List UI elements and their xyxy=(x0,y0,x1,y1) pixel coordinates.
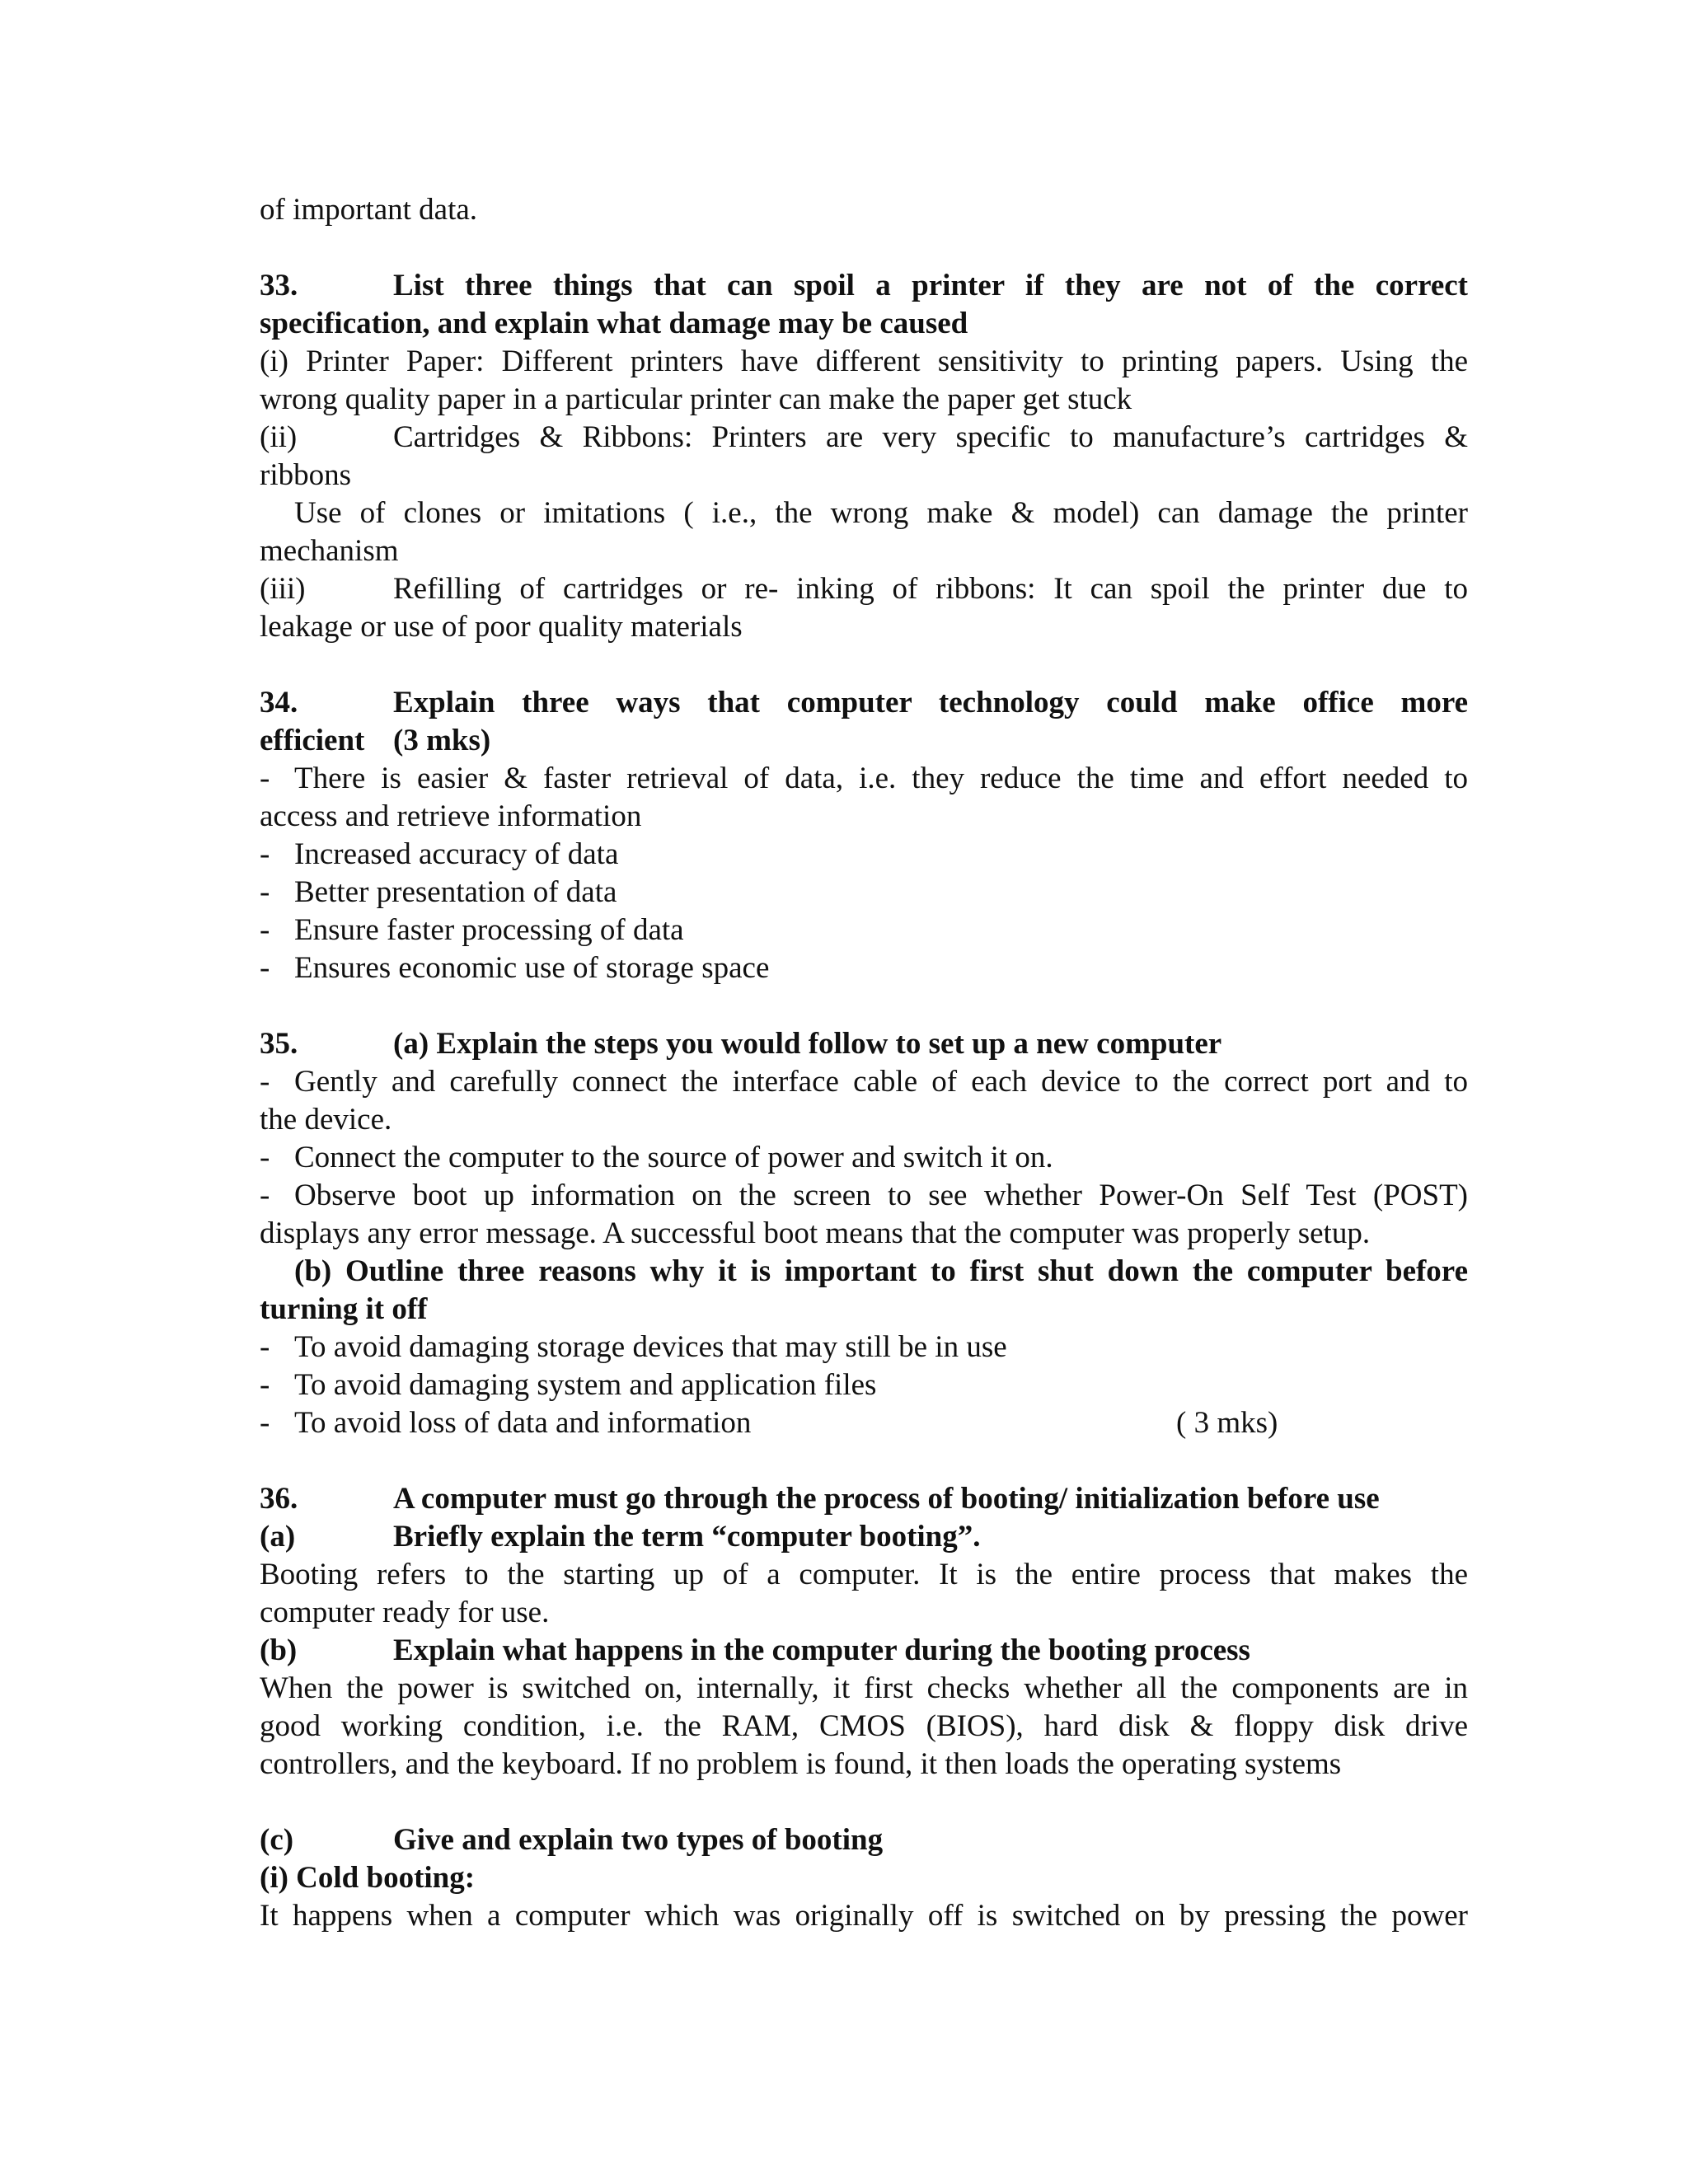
answer-text: Cartridges & Ribbons: Printers are very specific to manufacture’s cartridges & xyxy=(393,420,1468,454)
question-35b-heading: (b) Outline three reasons why it is important to first shut down the computer before xyxy=(294,1254,1468,1288)
answer-line: leakage or use of poor quality materials xyxy=(260,610,743,644)
answer-text: Gently and carefully connect the interface cable of each device to the correct port and to xyxy=(294,1065,1468,1099)
item-number: (c) xyxy=(260,1823,294,1857)
item-number: (iii) xyxy=(260,572,306,606)
list-item xyxy=(260,1329,1468,1366)
answer-line: controllers, and the keyboard. If no problem is found, it then loads the operating systems xyxy=(260,1747,1342,1781)
answer-text: Increased accuracy of data xyxy=(294,837,619,871)
question-36a-heading xyxy=(260,1518,1468,1556)
question-title: Explain what happens in the computer during the booting process xyxy=(393,1633,1250,1667)
answer-line: access and retrieve information xyxy=(260,799,642,833)
question-title: Give and explain two types of booting xyxy=(393,1823,884,1857)
list-item xyxy=(260,1139,1468,1177)
question-title: List three things that can spoil a printer if they are not of the correct xyxy=(393,269,1468,302)
list-item xyxy=(260,1404,1468,1442)
answer-line xyxy=(260,570,1468,608)
list-item xyxy=(260,836,1468,874)
paragraph-gap xyxy=(260,229,1468,267)
question-number: 33. xyxy=(260,269,298,302)
answer-text: To avoid damaging storage devices that may still be in use xyxy=(294,1330,1007,1364)
question-title-cont: turning it off xyxy=(260,1292,428,1326)
bullet-dash: - xyxy=(260,951,270,985)
answer-line: computer ready for use. xyxy=(260,1596,550,1629)
marks-label: (3 mks) xyxy=(393,724,491,757)
bullet-dash: - xyxy=(260,837,270,871)
item-number: (b) xyxy=(260,1633,298,1667)
answer-line: It happens when a computer which was originally off is switched on by pressing the power xyxy=(260,1899,1468,1933)
list-item xyxy=(260,912,1468,949)
bullet-dash: - xyxy=(260,913,270,947)
question-title-cont: specification, and explain what damage may be caused xyxy=(260,307,968,340)
question-36-heading xyxy=(260,1480,1468,1518)
item-number: (ii) xyxy=(260,420,298,454)
text-line: of important data. xyxy=(260,193,478,227)
question-number: 34. xyxy=(260,686,298,719)
bullet-dash: - xyxy=(260,1141,270,1174)
bullet-dash: - xyxy=(260,875,270,909)
question-35-heading xyxy=(260,1025,1468,1063)
question-title: A computer must go through the process of booting/ initialization before use xyxy=(393,1482,1380,1516)
list-item xyxy=(260,1366,1468,1404)
answer-text: Ensures economic use of storage space xyxy=(294,951,770,985)
bullet-dash: - xyxy=(260,1406,270,1440)
paragraph-gap xyxy=(260,1783,1468,1821)
answer-text: To avoid damaging system and application files xyxy=(294,1368,877,1402)
document-page xyxy=(260,191,1468,1935)
answer-line: ribbons xyxy=(260,458,351,492)
question-title: efficient xyxy=(260,724,365,757)
bullet-dash: - xyxy=(260,1330,270,1364)
answer-text: Observe boot up information on the screen to see whether Power-On Self Test (POST) xyxy=(294,1179,1468,1212)
paragraph-gap xyxy=(260,1442,1468,1480)
bullet-dash: - xyxy=(260,1065,270,1099)
answer-line: Use of clones or imitations ( i.e., the wrong make & model) can damage the printer xyxy=(294,496,1468,530)
answer-line: (i) Printer Paper: Different printers have different sensitivity to printing papers. Using the xyxy=(260,344,1468,378)
answer-text: To avoid loss of data and information xyxy=(294,1406,752,1440)
answer-line: wrong quality paper in a particular printer can make the paper get stuck xyxy=(260,382,1132,416)
answer-text: Ensure faster processing of data xyxy=(294,913,684,947)
list-item xyxy=(260,874,1468,912)
bullet-dash: - xyxy=(260,1179,270,1212)
question-number: 35. xyxy=(260,1027,298,1061)
paragraph-gap xyxy=(260,646,1468,684)
answer-line: good working condition, i.e. the RAM, CMOS (BIOS), hard disk & floppy disk drive xyxy=(260,1709,1468,1743)
answer-line: displays any error message. A successful boot means that the computer was properly setup. xyxy=(260,1216,1371,1250)
question-34-heading xyxy=(260,684,1468,722)
answer-line xyxy=(260,419,1468,457)
answer-text: Connect the computer to the source of power and switch it on. xyxy=(294,1141,1053,1174)
answer-line: Booting refers to the starting up of a computer. It is the entire process that makes the xyxy=(260,1558,1468,1591)
question-title: (a) Explain the steps you would follow to set up a new computer xyxy=(393,1027,1222,1061)
answer-line: mechanism xyxy=(260,534,399,568)
subheading: (i) Cold booting: xyxy=(260,1861,476,1895)
question-title: Explain three ways that computer technology could make office more xyxy=(393,686,1468,719)
question-title: Briefly explain the term “computer booting”. xyxy=(393,1520,981,1554)
question-36c-heading xyxy=(260,1821,1468,1859)
marks-label: ( 3 mks) xyxy=(1176,1406,1278,1440)
question-33-heading xyxy=(260,267,1468,305)
question-title-cont xyxy=(260,722,1468,760)
question-number: 36. xyxy=(260,1482,298,1516)
bullet-dash: - xyxy=(260,1368,270,1402)
question-36b-heading xyxy=(260,1632,1468,1670)
answer-line xyxy=(260,1177,1468,1215)
answer-line: When the power is switched on, internally, it first checks whether all the components are in xyxy=(260,1671,1468,1705)
answer-line: the device. xyxy=(260,1103,392,1137)
answer-line xyxy=(260,760,1468,798)
bullet-dash: - xyxy=(260,762,270,795)
answer-text: There is easier & faster retrieval of data, i.e. they reduce the time and effort needed to xyxy=(294,762,1468,795)
answer-text: Better presentation of data xyxy=(294,875,617,909)
paragraph-gap xyxy=(260,987,1468,1025)
answer-line xyxy=(260,1063,1468,1101)
list-item xyxy=(260,949,1468,987)
item-number: (a) xyxy=(260,1520,296,1554)
answer-text: Refilling of cartridges or re- inking of ribbons: It can spoil the printer due to xyxy=(393,572,1468,606)
